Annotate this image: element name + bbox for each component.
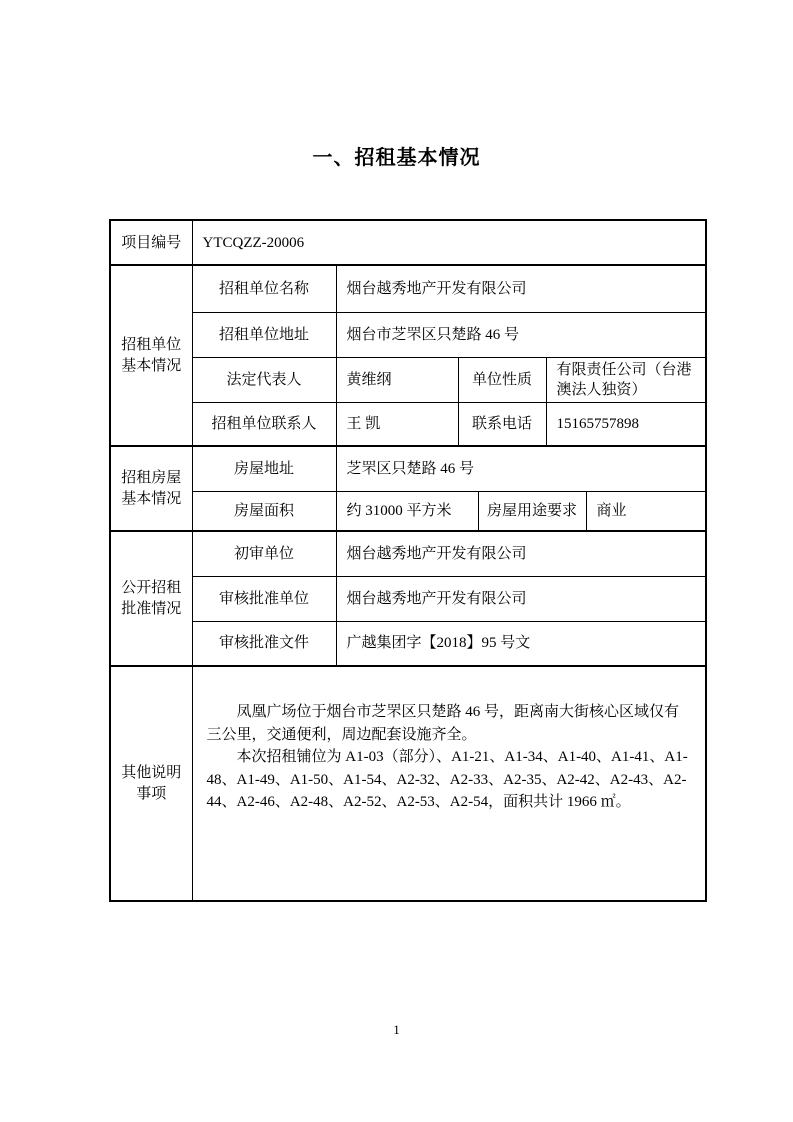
notes-section-label-line1: 其他说明 [121, 764, 182, 781]
notes-paragraph-1: 凤凰广场位于烟台市芝罘区只楚路 46 号，距离南大街核心区域仅有三公里，交通便利，周边配套设施齐全。 [206, 704, 680, 743]
notes-section-label-text [111, 763, 192, 805]
unit-section-label-text [111, 335, 192, 377]
notes-content [192, 666, 706, 901]
approval-unit-label: 审核批准单位 [192, 576, 336, 621]
phone-value: 15165757898 [546, 402, 706, 446]
approval-unit-value: 烟台越秀地产开发有限公司 [336, 576, 706, 621]
house-section-label-line1: 招租房屋 [121, 469, 182, 486]
unit-name-label: 招租单位名称 [192, 265, 336, 312]
house-usage-value: 商业 [586, 491, 706, 531]
approval-section-label [110, 531, 192, 666]
unit-name-value: 烟台越秀地产开发有限公司 [336, 265, 706, 312]
page-title: 一、招租基本情况 [312, 147, 481, 169]
house-area-value: 约 31000 平方米 [336, 491, 478, 531]
unit-nature-value: 有限责任公司（台港澳法人独资） [546, 357, 706, 402]
notes-section-label-line2: 事项 [136, 785, 167, 802]
legal-rep-value: 黄维纲 [336, 357, 458, 402]
house-usage-label: 房屋用途要求 [478, 491, 586, 531]
unit-contact-label: 招租单位联系人 [192, 402, 336, 446]
unit-section-label-line1: 招租单位 [121, 336, 182, 353]
notes-section-label [110, 666, 192, 901]
approval-section-label-line1: 公开招租 [121, 579, 182, 596]
rental-info-table [109, 219, 707, 902]
unit-nature-label: 单位性质 [458, 357, 546, 402]
house-address-label: 房屋地址 [192, 446, 336, 491]
initial-review-label: 初审单位 [192, 531, 336, 576]
house-section-label-line2: 基本情况 [121, 490, 182, 507]
unit-address-value: 烟台市芝罘区只楚路 46 号 [336, 312, 706, 357]
house-address-value: 芝罘区只楚路 46 号 [336, 446, 706, 491]
house-section-label-text [111, 468, 192, 510]
legal-rep-label: 法定代表人 [192, 357, 336, 402]
house-area-label: 房屋面积 [192, 491, 336, 531]
house-section-label [110, 446, 192, 531]
unit-address-label: 招租单位地址 [192, 312, 336, 357]
approval-doc-label: 审核批准文件 [192, 621, 336, 666]
unit-section-label-line2: 基本情况 [121, 357, 182, 374]
project-no-label: 项目编号 [110, 220, 192, 265]
project-no-value: YTCQZZ-20006 [192, 220, 706, 265]
unit-section-label [110, 265, 192, 446]
phone-label: 联系电话 [458, 402, 546, 446]
notes-paragraph-2: 本次招租铺位为 A1-03（部分）、A1-21、A1-34、A1-40、A1-41、A1-48、A1-49、A1-50、A1-54、A2-32、A2-33、A2-35、A2-42、A2-43、A2-44、A2-46、A2-48、A2-52、A2-53、A2-54，面积共计 1966 ㎡。 [206, 749, 688, 810]
initial-review-value: 烟台越秀地产开发有限公司 [336, 531, 706, 576]
page-number: 1 [393, 1022, 400, 1037]
unit-contact-value: 王 凯 [336, 402, 458, 446]
approval-doc-value: 广越集团字【2018】95 号文 [336, 621, 706, 666]
approval-section-label-line2: 批准情况 [121, 600, 182, 617]
approval-section-label-text [111, 578, 192, 620]
